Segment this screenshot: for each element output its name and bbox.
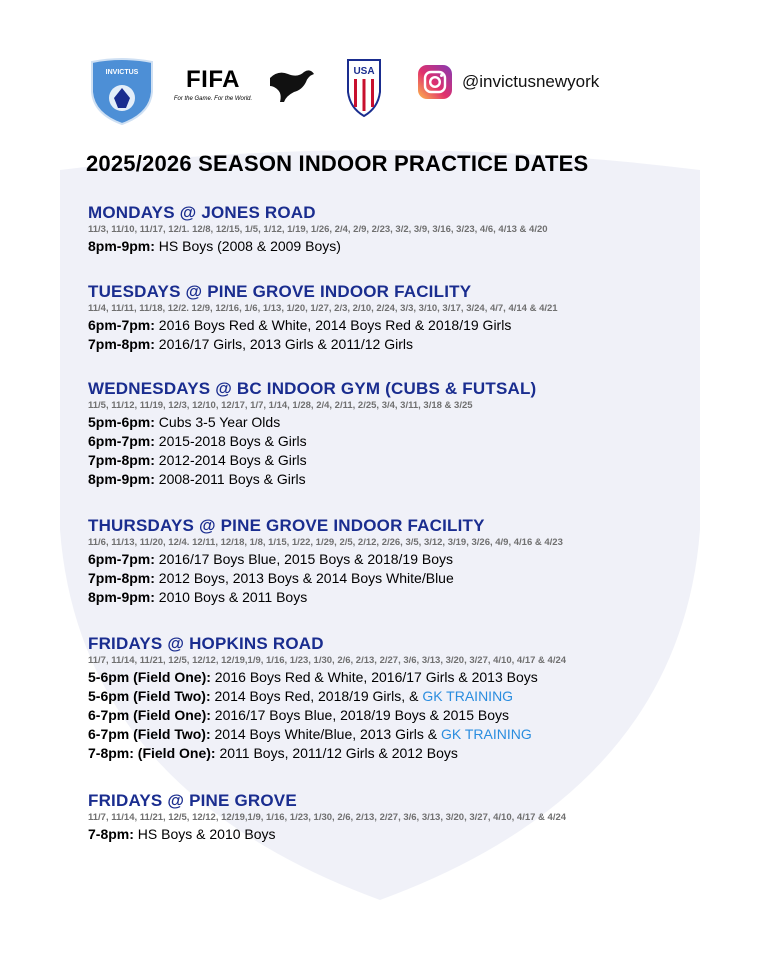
row-desc: Cubs 3-5 Year Olds	[154, 414, 281, 430]
section-wednesdays	[88, 379, 708, 489]
row-time: 5-6pm (Field Two):	[88, 688, 211, 704]
row-desc: 2016 Boys Red & White, 2014 Boys Red & 2018/19 Girls	[154, 317, 512, 333]
schedule-row	[88, 569, 708, 588]
row-time: 6-7pm (Field One):	[88, 707, 211, 723]
section-dates: 11/6, 11/13, 11/20, 12/4. 12/11, 12/18, 1/8, 1/15, 1/22, 1/29, 2/5, 2/12, 2/26, 3/5, 3/12, 3/19, 3/26, 4/9, 4/16 & 4/23	[88, 537, 563, 548]
row-desc: 2012-2014 Boys & Girls	[154, 452, 307, 468]
puma-logo	[268, 64, 316, 104]
schedule-row	[88, 668, 708, 687]
section-fridays-hopkins	[88, 634, 708, 763]
row-desc: 2014 Boys Red, 2018/19 Girls, &	[210, 688, 423, 704]
section-dates: 11/4, 11/11, 11/18, 12/2. 12/9, 12/16, 1/6, 1/13, 1/20, 1/27, 2/3, 2/10, 2/24, 3/3, 3/10, 3/17, 3/24, 4/7, 4/14 & 4/21	[88, 303, 558, 314]
section-dates: 11/3, 11/10, 11/17, 12/1. 12/8, 12/15, 1/5, 1/12, 1/19, 1/26, 2/4, 2/9, 2/23, 3/2, 3/9, 3/16, 3/23, 4/6, 4/13 & 4/20	[88, 224, 548, 235]
schedule-row	[88, 706, 708, 725]
row-time: 8pm-9pm:	[88, 238, 155, 254]
schedule-row	[88, 588, 708, 607]
section-mondays	[88, 203, 708, 256]
row-desc: 2016/17 Girls, 2013 Girls & 2011/12 Girls	[154, 336, 413, 352]
fifa-tagline: For the Game. For the World.	[173, 96, 253, 102]
section-thursdays	[88, 516, 708, 607]
row-time: 7pm-8pm:	[88, 336, 155, 352]
row-desc: 2016/17 Boys Blue, 2015 Boys & 2018/19 Boys	[154, 551, 454, 567]
gk-training-highlight: GK TRAINING	[440, 726, 532, 742]
schedule-row	[88, 413, 708, 432]
row-desc: HS Boys & 2010 Boys	[133, 826, 276, 842]
row-time: 8pm-9pm:	[88, 589, 155, 605]
invictus-crest-logo	[90, 58, 154, 126]
row-desc: 2010 Boys & 2011 Boys	[154, 589, 308, 605]
fifa-logo	[168, 66, 258, 112]
schedule-row	[88, 316, 708, 335]
row-time: 6pm-7pm:	[88, 317, 155, 333]
row-time: 7-8pm: (Field One):	[88, 745, 216, 761]
schedule-row	[88, 470, 708, 489]
row-time: 6pm-7pm:	[88, 551, 155, 567]
schedule-row	[88, 550, 708, 569]
svg-text:USA: USA	[353, 66, 375, 77]
row-desc: 2015-2018 Boys & Girls	[154, 433, 307, 449]
page-title: 2025/2026 SEASON INDOOR PRACTICE DATES	[86, 151, 589, 176]
row-desc: 2016/17 Boys Blue, 2018/19 Boys & 2015 Boys	[210, 707, 510, 723]
row-time: 6-7pm (Field Two):	[88, 726, 211, 742]
section-dates: 11/5, 11/12, 11/19, 12/3, 12/10, 12/17, 1/7, 1/14, 1/28, 2/4, 2/11, 2/25, 3/4, 3/11, 3/18 & 3/25	[88, 400, 473, 411]
schedule-row	[88, 725, 708, 744]
schedule-row	[88, 825, 708, 844]
schedule-row	[88, 744, 708, 763]
row-time: 7pm-8pm:	[88, 570, 155, 586]
row-desc: 2016 Boys Red & White, 2016/17 Girls & 2013 Boys	[210, 669, 538, 685]
logo-bar	[90, 58, 690, 128]
section-dates: 11/7, 11/14, 11/21, 12/5, 12/12, 12/19,1/9, 1/16, 1/23, 1/30, 2/6, 2/13, 2/27, 3/6, 3/13, 3/20, 3/27, 4/10, 4/17 & 4/24	[88, 812, 567, 823]
schedule-row	[88, 432, 708, 451]
schedule-row	[88, 335, 708, 354]
section-heading: MONDAYS @ JONES ROAD	[88, 203, 316, 222]
row-desc: 2008-2011 Boys & Girls	[154, 471, 306, 487]
row-desc: HS Boys (2008 & 2009 Boys)	[154, 238, 341, 254]
row-desc: 2012 Boys, 2013 Boys & 2014 Boys White/Blue	[154, 570, 454, 586]
instagram-handle: @invictusnewyork	[462, 72, 600, 91]
section-tuesdays	[88, 282, 708, 354]
section-heading: WEDNESDAYS @ BC INDOOR GYM (CUBS & FUTSAL)	[88, 379, 537, 398]
section-heading: FRIDAYS @ HOPKINS ROAD	[88, 634, 324, 653]
gk-training-highlight: GK TRAINING	[422, 688, 514, 704]
schedule-row	[88, 687, 708, 706]
row-time: 7pm-8pm:	[88, 452, 155, 468]
section-fridays-pine-grove	[88, 791, 708, 844]
row-time: 8pm-9pm:	[88, 471, 155, 487]
row-desc: 2014 Boys White/Blue, 2013 Girls &	[210, 726, 441, 742]
us-soccer-logo	[346, 58, 382, 118]
schedule-row	[88, 451, 708, 470]
section-heading: FRIDAYS @ PINE GROVE	[88, 791, 297, 810]
section-heading: THURSDAYS @ PINE GROVE INDOOR FACILITY	[88, 516, 485, 535]
row-time: 5-6pm (Field One):	[88, 669, 211, 685]
row-desc: 2011 Boys, 2011/12 Girls & 2012 Boys	[215, 745, 458, 761]
row-time: 7-8pm:	[88, 826, 134, 842]
row-time: 5pm-6pm:	[88, 414, 155, 430]
svg-text:INVICTUS: INVICTUS	[105, 69, 139, 76]
fifa-wordmark: FIFA	[186, 66, 240, 93]
row-time: 6pm-7pm:	[88, 433, 155, 449]
section-heading: TUESDAYS @ PINE GROVE INDOOR FACILITY	[88, 282, 472, 301]
instagram-icon	[417, 64, 453, 100]
schedule-row	[88, 237, 708, 256]
section-dates: 11/7, 11/14, 11/21, 12/5, 12/12, 12/19,1/9, 1/16, 1/23, 1/30, 2/6, 2/13, 2/27, 3/6, 3/13, 3/20, 3/27, 4/10, 4/17 & 4/24	[88, 655, 567, 666]
